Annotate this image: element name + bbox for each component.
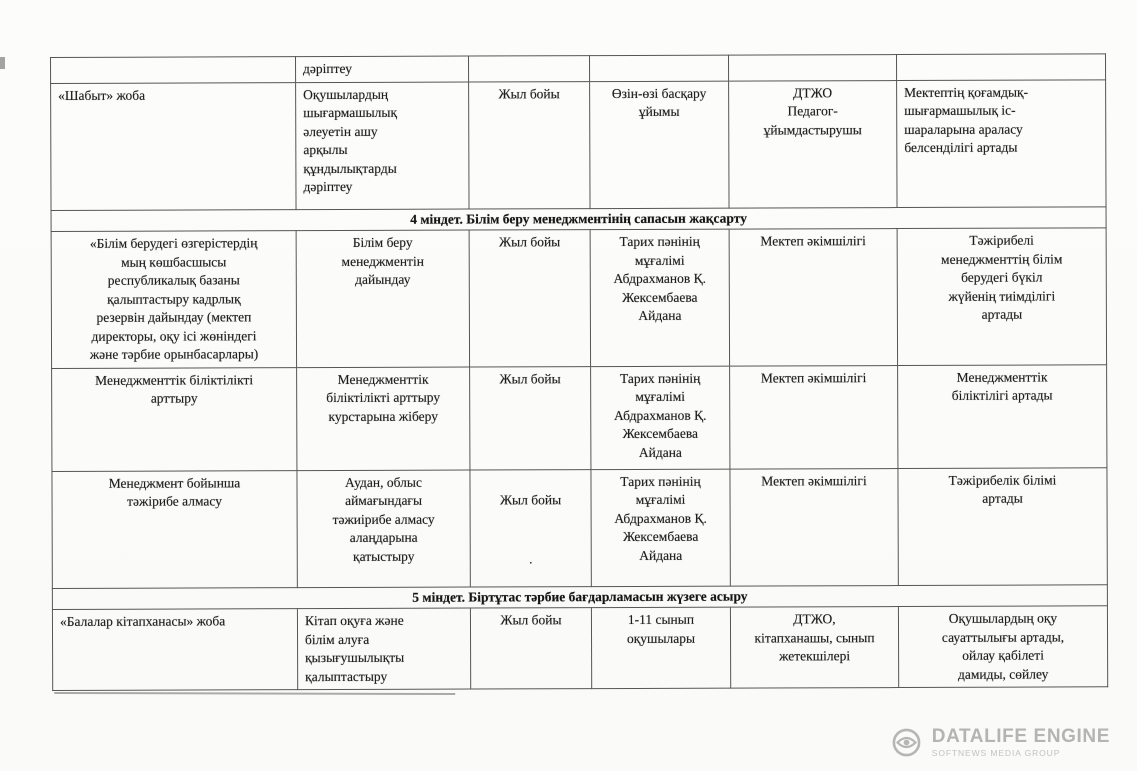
table-row-continuation <box>51 54 1106 83</box>
table-cell <box>589 55 728 81</box>
table-cell: Жыл бойы <box>470 608 591 689</box>
table-row-experience-exchange <box>52 467 1107 588</box>
table-cell <box>468 56 589 82</box>
table-cell: Жыл бойы <box>469 230 590 367</box>
table-cell: Менеджменттік біліктілігі артады <box>898 364 1107 468</box>
table-cell: Тарих пәнінің мұғалімі Абдрахманов Қ. Жексембаева Айдана <box>591 366 730 469</box>
table-cell: Менеджмент бойынша тәжірибе алмасу <box>52 470 297 588</box>
table-cell: 1-11 сынып оқушылары <box>591 607 730 688</box>
table-cell: Менеджменттік біліктілікті арттыру курстарына жіберу <box>297 367 470 471</box>
eye-icon <box>891 727 922 758</box>
table-cell: Мектеп әкімшілігі <box>730 468 898 586</box>
datalife-engine-logo <box>891 727 1110 758</box>
table-cell: ДТЖО, кітапханашы, сынып жетекшілері <box>730 607 898 689</box>
table-cell: Жыл бойы <box>469 81 590 208</box>
table-row-management-qualification <box>52 364 1107 471</box>
stray-dot-artifact: . <box>529 551 533 567</box>
table-cell: «Шабыт» жоба <box>51 82 296 210</box>
table-cell: Оқушылардың шығармашылық әлеуетін ашу арқылы құндылықтарды дәріптеу <box>296 82 469 210</box>
table-cell: Мектептің қоғамдық- шығармашылық іс- шараларына араласу белсенділігі артады <box>897 79 1106 207</box>
section-4-title: 4 міндет. Білім беру менеджментінің сапасын жақсарту <box>51 206 1106 231</box>
scan-artifact-line <box>54 692 455 695</box>
table-row-education-management <box>51 228 1106 368</box>
section-5-title: 5 міндет. Біртұтас тәрбие бағдарламасын жүзеге асыру <box>52 584 1107 609</box>
table-cell <box>728 55 896 81</box>
table-row-children-library <box>52 606 1107 691</box>
table-cell: Кітап оқуға және білім алуға қызығушылықты қалыптастыру <box>297 608 470 690</box>
table-cell: Мектеп әкімшілігі <box>729 229 897 366</box>
scan-artifact-speck <box>0 57 5 69</box>
logo-title: DATALIFE ENGINE <box>931 726 1110 747</box>
table-row-shabyt-project <box>51 79 1106 210</box>
table-cell <box>51 57 296 83</box>
table-cell: Жыл бойы <box>470 366 591 469</box>
table-cell: дәріптеу <box>296 56 469 82</box>
table-cell: «Білім берудегі өзгерістердің мың көшбасшысы республикалық базаны қалыптастыру кадрлық резервін дайындау (мектеп директоры, оқу ісі жөніндегі және тәрбие орынбасарлары) <box>51 231 296 368</box>
table-cell <box>470 469 591 586</box>
logo-text-block <box>932 727 1110 758</box>
table-cell: Аудан, облыс аймағындағы тәжиірибе алмасу алаңдарына қатыстыру <box>297 470 470 588</box>
table-cell <box>896 54 1105 80</box>
table-cell: «Балалар кітапханасы» жоба <box>52 609 297 691</box>
table-cell: Оқушылардың оқу сауаттылығы артады, ойлау қабілеті дамиды, сөйлеу <box>898 606 1107 688</box>
logo-subtitle: SOFTNEWS MEDIA GROUP <box>931 748 1061 758</box>
table-cell: Тәжірибелі менеджменттің білім берудегі бүкіл жүйенің тиімділігі артады <box>897 228 1106 365</box>
table-cell: ДТЖО Педагог- ұйымдастырушы <box>729 80 897 208</box>
cell-text: Жыл бойы <box>499 492 562 508</box>
table-cell: Тарих пәнінің мұғалімі Абдрахманов Қ. Жексембаева Айдана <box>590 229 729 366</box>
plan-table-container <box>50 53 1107 691</box>
table-cell: Өзін-өзі басқару ұйымы <box>590 81 729 208</box>
table-cell: Тарих пәнінің мұғалімі Абдрахманов Қ. Жексембаева Айдана <box>591 469 730 586</box>
table-cell: Менеджменттік біліктілікті арттыру <box>52 367 297 471</box>
action-plan-table <box>50 53 1108 691</box>
table-cell: Мектеп әкімшілігі <box>730 365 898 469</box>
table-cell: Білім беру менеджментін дайындау <box>296 230 469 367</box>
table-cell: Тәжірибелік білімі артады <box>898 467 1107 585</box>
